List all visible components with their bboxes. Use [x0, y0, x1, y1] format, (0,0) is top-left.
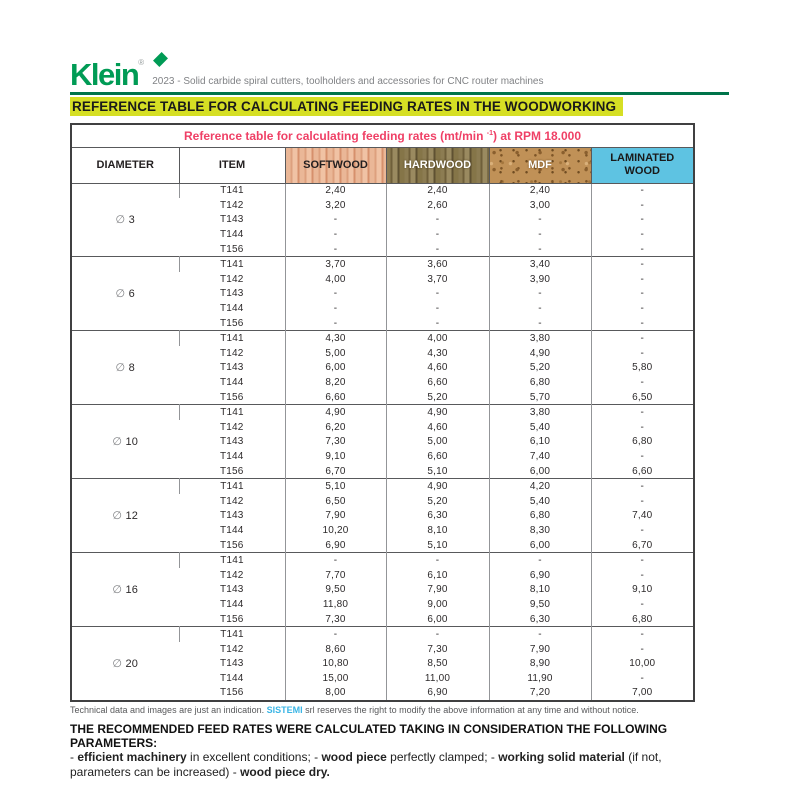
mdf-cell: - [489, 553, 591, 568]
mdf-cell: 6,00 [489, 538, 591, 553]
softwood-cell: 7,30 [285, 612, 386, 627]
hardwood-cell: - [386, 553, 489, 568]
table-row [71, 331, 694, 346]
laminated-cell: 6,50 [591, 390, 694, 405]
hardwood-cell: 6,10 [386, 568, 489, 583]
laminated-cell: 5,80 [591, 361, 694, 376]
softwood-cell: 7,30 [285, 435, 386, 450]
softwood-cell: 8,00 [285, 686, 386, 701]
hardwood-cell: 4,90 [386, 479, 489, 494]
legal-note-post: srl reserves the right to modify the above information at any time and without notice. [302, 704, 639, 715]
diameter-icon: ∅ [115, 214, 126, 227]
diameter-icon: ∅ [112, 436, 123, 449]
laminated-cell: - [591, 553, 694, 568]
diameter-icon: ∅ [112, 510, 123, 523]
item-cell: T142 [219, 273, 244, 285]
item-cell: T156 [219, 317, 244, 329]
laminated-cell: - [591, 272, 694, 287]
softwood-cell: 4,30 [285, 331, 386, 346]
softwood-cell: 6,70 [285, 464, 386, 479]
col-header-softwood: SOFTWOOD [285, 147, 386, 183]
item-cell: T143 [219, 584, 244, 596]
catalog-tagline: 2023 - Solid carbide spiral cutters, toolholders and accessories for CNC router machines [152, 76, 544, 87]
mdf-cell: 6,30 [489, 612, 591, 627]
item-cell: T141 [179, 627, 285, 642]
hardwood-cell: 5,10 [386, 464, 489, 479]
diameter-cell [71, 479, 179, 553]
mdf-cell: 5,40 [489, 420, 591, 435]
mdf-cell: - [489, 213, 591, 228]
mdf-cell: 5,70 [489, 390, 591, 405]
item-cell: T156 [219, 465, 244, 477]
mdf-cell: 2,40 [489, 183, 591, 198]
mdf-cell: 3,40 [489, 257, 591, 272]
softwood-cell: 7,70 [285, 568, 386, 583]
page-title: REFERENCE TABLE FOR CALCULATING FEEDING RATES IN THE WOODWORKING [70, 97, 623, 116]
item-cell: T142 [219, 495, 244, 507]
col-header-mdf: MDF [489, 147, 591, 183]
item-cell: T141 [179, 405, 285, 420]
mdf-cell: 4,90 [489, 346, 591, 361]
laminated-cell: - [591, 597, 694, 612]
laminated-cell: 6,70 [591, 538, 694, 553]
softwood-cell: 3,20 [285, 198, 386, 213]
hardwood-cell: 7,90 [386, 583, 489, 598]
softwood-cell: - [285, 287, 386, 302]
table-title-row [71, 124, 694, 147]
parameters-text [70, 750, 718, 779]
softwood-cell: 15,00 [285, 671, 386, 686]
item-cell: T143 [219, 658, 244, 670]
laminated-cell: - [591, 346, 694, 361]
laminated-cell: 7,40 [591, 509, 694, 524]
mdf-cell: 11,90 [489, 671, 591, 686]
diameter-group [71, 553, 694, 627]
page [70, 56, 732, 779]
softwood-cell: - [285, 242, 386, 257]
laminated-cell: - [591, 183, 694, 198]
diameter-value: 8 [128, 362, 135, 375]
softwood-cell: 8,60 [285, 642, 386, 657]
laminated-cell: - [591, 449, 694, 464]
softwood-cell: 5,00 [285, 346, 386, 361]
item-cell: T143 [219, 510, 244, 522]
hardwood-cell: 7,30 [386, 642, 489, 657]
hardwood-cell: - [386, 213, 489, 228]
diameter-group [71, 405, 694, 479]
hardwood-cell: 5,20 [386, 494, 489, 509]
table-row [71, 257, 694, 272]
softwood-cell: 6,90 [285, 538, 386, 553]
laminated-cell: 6,80 [591, 435, 694, 450]
softwood-cell: 4,00 [285, 272, 386, 287]
item-cell: T144 [219, 673, 244, 685]
mdf-cell: - [489, 242, 591, 257]
diameter-value: 3 [128, 214, 135, 227]
item-cell: T141 [179, 257, 285, 272]
laminated-cell: - [591, 494, 694, 509]
laminated-cell: - [591, 479, 694, 494]
diameter-group [71, 257, 694, 331]
item-cell: T142 [219, 199, 244, 211]
mdf-cell: 5,40 [489, 494, 591, 509]
hardwood-cell: 6,30 [386, 509, 489, 524]
laminated-cell: - [591, 627, 694, 642]
diameter-cell [71, 257, 179, 331]
hardwood-cell: 11,00 [386, 671, 489, 686]
hardwood-cell: 4,60 [386, 361, 489, 376]
mdf-cell: 6,80 [489, 375, 591, 390]
parameters-title: THE RECOMMENDED FEED RATES WERE CALCULATED TAKING IN CONSIDERATION THE FOLLOWING PARAMETERS: [70, 721, 668, 750]
softwood-cell: 10,20 [285, 523, 386, 538]
mdf-cell: - [489, 227, 591, 242]
parameters-segment: - [70, 749, 78, 764]
hardwood-cell: 5,10 [386, 538, 489, 553]
hardwood-cell: - [386, 287, 489, 302]
diamond-icon [153, 52, 168, 67]
softwood-cell: 6,50 [285, 494, 386, 509]
table-title [71, 124, 694, 147]
softwood-cell: - [285, 301, 386, 316]
item-cell: T144 [219, 229, 244, 241]
table-row [71, 553, 694, 568]
softwood-cell: 8,20 [285, 375, 386, 390]
feed-rate-table [70, 123, 695, 702]
sistemi-brand: SISTEMI [266, 704, 303, 715]
item-cell: T144 [219, 525, 244, 537]
laminated-cell: - [591, 405, 694, 420]
softwood-cell: - [285, 553, 386, 568]
item-cell: T141 [179, 479, 285, 494]
mdf-cell: - [489, 301, 591, 316]
table-row [71, 183, 694, 198]
hardwood-cell: - [386, 242, 489, 257]
laminated-cell: - [591, 331, 694, 346]
laminated-cell: 9,10 [591, 583, 694, 598]
laminated-cell: - [591, 420, 694, 435]
legal-note-pre: Technical data and images are just an indication. [70, 704, 267, 715]
diameter-icon: ∅ [112, 584, 123, 597]
table-row [71, 479, 694, 494]
mdf-cell: 3,90 [489, 272, 591, 287]
softwood-cell: - [285, 627, 386, 642]
laminated-cell: - [591, 523, 694, 538]
laminated-cell: - [591, 671, 694, 686]
col-header-hardwood: HARDWOOD [386, 147, 489, 183]
laminated-cell: 7,00 [591, 686, 694, 701]
laminated-cell: - [591, 316, 694, 331]
hardwood-cell: 3,70 [386, 272, 489, 287]
hardwood-cell: 2,60 [386, 198, 489, 213]
mdf-cell: 7,90 [489, 642, 591, 657]
softwood-cell: 6,20 [285, 420, 386, 435]
softwood-cell: 3,70 [285, 257, 386, 272]
item-cell: T144 [219, 599, 244, 611]
softwood-cell: 9,50 [285, 583, 386, 598]
laminated-cell: - [591, 257, 694, 272]
col-header-diameter: DIAMETER [71, 147, 179, 183]
registered-mark: ® [138, 58, 145, 67]
hardwood-cell: 5,20 [386, 390, 489, 405]
diameter-icon: ∅ [112, 658, 123, 671]
mdf-cell: 6,10 [489, 435, 591, 450]
item-cell: T156 [219, 391, 244, 403]
parameters-segment: efficient machinery [77, 749, 187, 764]
parameters-segment: in excellent conditions; - [186, 749, 322, 764]
item-cell: T156 [219, 613, 244, 625]
mdf-cell: 8,90 [489, 657, 591, 672]
laminated-cell: 6,80 [591, 612, 694, 627]
hardwood-cell: 4,90 [386, 405, 489, 420]
mdf-cell: 8,10 [489, 583, 591, 598]
softwood-cell: - [285, 227, 386, 242]
diameter-group [71, 479, 694, 553]
divider-rule [70, 92, 729, 95]
hardwood-cell: 6,60 [386, 375, 489, 390]
diameter-value: 6 [128, 288, 135, 301]
parameters-segment: perfectly clamped; - [386, 749, 499, 764]
softwood-cell: 6,00 [285, 361, 386, 376]
diameter-group [71, 331, 694, 405]
item-cell: T142 [219, 569, 244, 581]
hardwood-cell: - [386, 301, 489, 316]
softwood-cell: - [285, 213, 386, 228]
mdf-cell: 3,80 [489, 331, 591, 346]
laminated-cell: - [591, 642, 694, 657]
diameter-icon: ∅ [115, 288, 126, 301]
softwood-cell: 7,90 [285, 509, 386, 524]
mdf-cell: - [489, 287, 591, 302]
mdf-cell: 3,80 [489, 405, 591, 420]
laminated-cell: - [591, 242, 694, 257]
diameter-icon: ∅ [115, 362, 126, 375]
laminated-cell: - [591, 301, 694, 316]
laminated-cell: 10,00 [591, 657, 694, 672]
item-cell: T141 [179, 553, 285, 568]
mdf-cell: 6,00 [489, 464, 591, 479]
laminated-cell: - [591, 568, 694, 583]
item-cell: T143 [219, 362, 244, 374]
item-cell: T156 [219, 243, 244, 255]
parameters-segment: working solid material [498, 749, 625, 764]
hardwood-cell: 4,00 [386, 331, 489, 346]
mdf-cell: 4,20 [489, 479, 591, 494]
item-cell: T142 [219, 643, 244, 655]
laminated-cell: - [591, 227, 694, 242]
softwood-cell: 5,10 [285, 479, 386, 494]
column-header-row [71, 147, 694, 183]
table-title-pre: Reference table for calculating feeding rates (mt/min [184, 128, 487, 143]
hardwood-cell: 4,60 [386, 420, 489, 435]
hardwood-cell: 9,00 [386, 597, 489, 612]
softwood-cell: - [285, 316, 386, 331]
laminated-cell: - [591, 287, 694, 302]
laminated-cell: - [591, 213, 694, 228]
klein-logo [70, 59, 144, 90]
item-cell: T143 [219, 436, 244, 448]
item-cell: T144 [219, 377, 244, 389]
klein-logo-text: Klein [70, 57, 139, 92]
softwood-cell: 10,80 [285, 657, 386, 672]
mdf-cell: 6,90 [489, 568, 591, 583]
item-cell: T144 [219, 451, 244, 463]
hardwood-cell: 3,60 [386, 257, 489, 272]
hardwood-cell: - [386, 227, 489, 242]
hardwood-cell: 6,60 [386, 449, 489, 464]
mdf-cell: - [489, 316, 591, 331]
col-header-laminated-wood: LAMINATED WOOD [591, 147, 694, 183]
diameter-group [71, 627, 694, 701]
hardwood-cell: 5,00 [386, 435, 489, 450]
item-cell: T156 [219, 687, 244, 699]
diameter-cell [71, 627, 179, 701]
table-title-post: ) at RPM 18.000 [492, 128, 582, 143]
softwood-cell: 4,90 [285, 405, 386, 420]
hardwood-cell: - [386, 316, 489, 331]
laminated-cell: - [591, 198, 694, 213]
diameter-group [71, 183, 694, 257]
mdf-cell: 3,00 [489, 198, 591, 213]
header [70, 56, 732, 90]
legal-note [70, 705, 732, 715]
table-row [71, 405, 694, 420]
diameter-cell [71, 553, 179, 627]
softwood-cell: 9,10 [285, 449, 386, 464]
diameter-value: 20 [125, 658, 139, 671]
laminated-cell: 6,60 [591, 464, 694, 479]
item-cell: T142 [219, 347, 244, 359]
hardwood-cell: 8,10 [386, 523, 489, 538]
hardwood-cell: 4,30 [386, 346, 489, 361]
col-header-item: ITEM [179, 147, 285, 183]
softwood-cell: 2,40 [285, 183, 386, 198]
parameters-segment: (if not, parameters can be increased) - [70, 749, 662, 779]
item-cell: T143 [219, 288, 244, 300]
diameter-cell [71, 331, 179, 405]
diameter-cell [71, 183, 179, 257]
mdf-cell: - [489, 627, 591, 642]
table-title-sup: -1 [486, 129, 493, 137]
item-cell: T141 [179, 331, 285, 346]
table-row [71, 627, 694, 642]
softwood-cell: 11,80 [285, 597, 386, 612]
diameter-value: 12 [125, 510, 139, 523]
item-cell: T142 [219, 421, 244, 433]
diameter-value: 16 [125, 584, 139, 597]
parameters-segment: wood piece dry. [240, 764, 330, 779]
mdf-cell: 6,80 [489, 509, 591, 524]
softwood-cell: 6,60 [285, 390, 386, 405]
mdf-cell: 9,50 [489, 597, 591, 612]
hardwood-cell: 8,50 [386, 657, 489, 672]
parameters-segment: wood piece [321, 749, 387, 764]
hardwood-cell: 6,90 [386, 686, 489, 701]
item-cell: T143 [219, 214, 244, 226]
mdf-cell: 7,40 [489, 449, 591, 464]
mdf-cell: 5,20 [489, 361, 591, 376]
item-cell: T141 [179, 183, 285, 198]
laminated-cell: - [591, 375, 694, 390]
mdf-cell: 7,20 [489, 686, 591, 701]
diameter-cell [71, 405, 179, 479]
diameter-value: 10 [125, 436, 139, 449]
mdf-cell: 8,30 [489, 523, 591, 538]
hardwood-cell: 2,40 [386, 183, 489, 198]
hardwood-cell: - [386, 627, 489, 642]
item-cell: T156 [219, 539, 244, 551]
item-cell: T144 [219, 303, 244, 315]
hardwood-cell: 6,00 [386, 612, 489, 627]
